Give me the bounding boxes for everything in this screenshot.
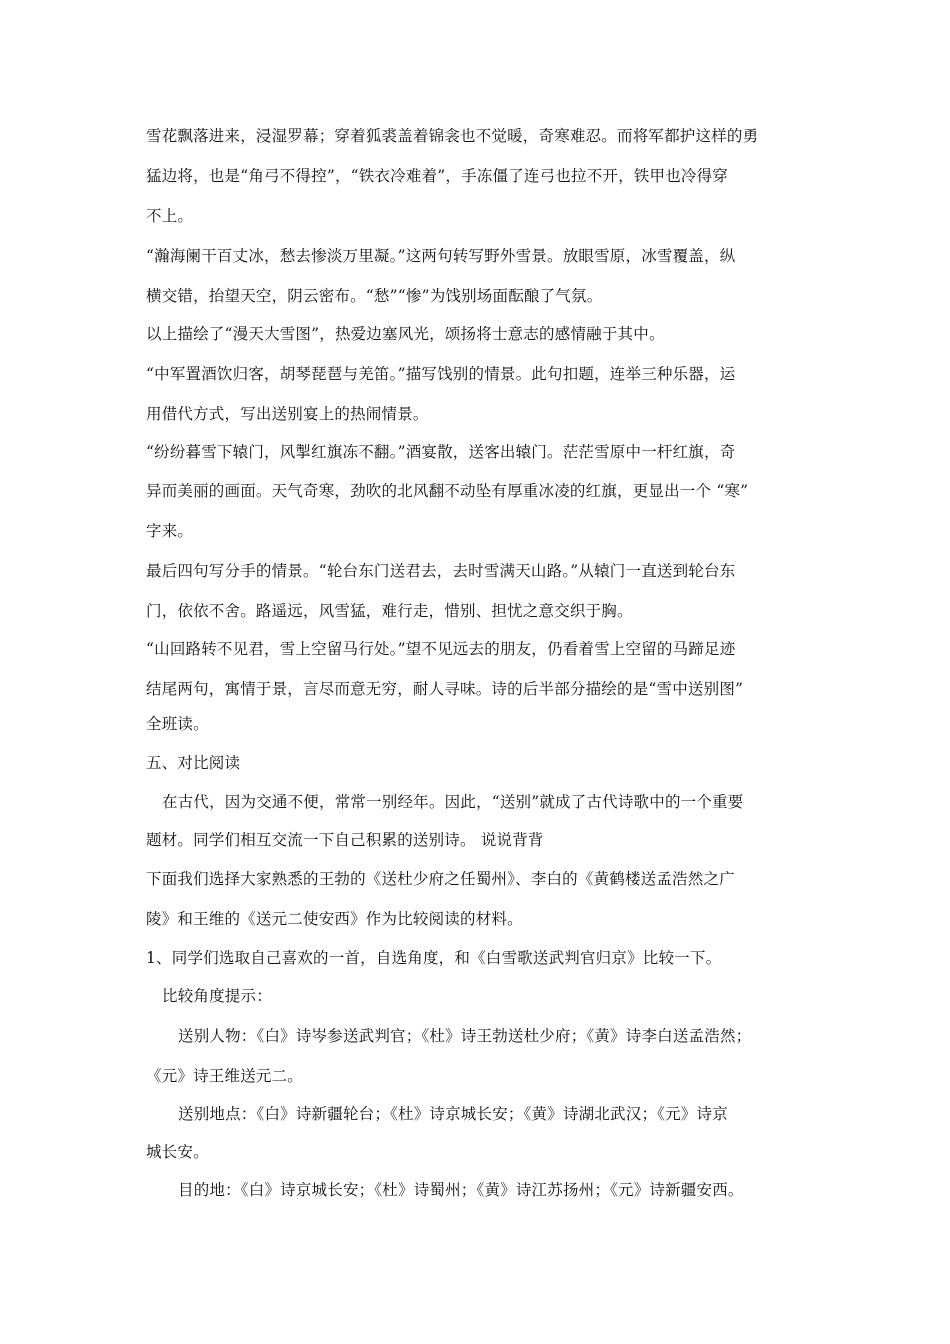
- text-line: 在古代，因为交通不便，常常一别经年。因此，“送别”就成了古代诗歌中的一个重要: [162, 793, 744, 811]
- text-line: 字来。: [146, 522, 194, 540]
- text-line: 猛边将，也是“角弓不得控”，“铁衣冷难着”，手冻僵了连弓也拉不开，铁甲也冷得穿: [146, 167, 728, 185]
- text-line: 1、同学们选取自己喜欢的一首，自选角度，和《白雪歌送武判官归京》比较一下。: [146, 949, 722, 967]
- section-heading: 五、对比阅读: [146, 754, 241, 772]
- text-line: “瀚海阑干百丈冰，愁去惨淡万里凝。”这两句转写野外雪景。放眼雪原，冰雪覆盖，纵: [146, 247, 736, 265]
- text-line: “中军置酒饮归客，胡琴琵琶与羌笛。”描写饯别的情景。此句扣题，连举三种乐器，运: [146, 365, 736, 383]
- text-line: 用借代方式，写出送别宴上的热闹情景。: [146, 405, 429, 423]
- text-line: 送别地点：《白》诗新疆轮台；《杜》诗京城长安；《黄》诗湖北武汉；《元》诗京: [178, 1105, 728, 1123]
- text-line: 以上描绘了“漫天大雪图”，热爱边塞风光，颂扬将士意志的感情融于其中。: [146, 325, 665, 343]
- text-line: 城长安。: [146, 1143, 209, 1161]
- text-line: “山回路转不见君，雪上空留马行处。”望不见远去的朋友，仍看着雪上空留的马蹄足迹: [146, 640, 736, 658]
- text-line: 不上。: [146, 207, 194, 225]
- text-line: 最后四句写分手的情景。“轮台东门送君去，去时雪满天山路。”从辕门一直送到轮台东: [146, 562, 736, 580]
- text-line: 题材。同学们相互交流一下自己积累的送别诗。 说说背背: [146, 831, 544, 849]
- text-line: “纷纷暮雪下辕门，风掣红旗冻不翻。”酒宴散，送客出辕门。茫茫雪原中一杆红旗，奇: [146, 443, 736, 461]
- text-line: 结尾两句，寓情于景，言尽而意无穷，耐人寻味。诗的后半部分描绘的是“雪中送别图”: [146, 680, 744, 698]
- text-line: 陵》和王维的《送元二使安西》作为比较阅读的材料。: [146, 910, 523, 928]
- text-line: 送别人物：《白》诗岑参送武判官；《杜》诗王勃送杜少府；《黄》诗李白送孟浩然；: [178, 1027, 752, 1045]
- text-line: 门，依依不舍。路遥远，风雪猛，难行走，惜别、担忧之意交织于胸。: [146, 602, 633, 620]
- text-line: 异而美丽的画面。天气奇寒，劲吹的北风翻不动坠有厚重冰凌的红旗，更显出一个 “寒”: [146, 482, 749, 500]
- text-line: 《元》诗王维送元二。: [146, 1067, 304, 1085]
- text-line: 目的地：《白》诗京城长安；《杜》诗蜀州；《黄》诗江苏扬州；《元》诗新疆安西。: [178, 1181, 744, 1199]
- text-line: 比较角度提示：: [162, 987, 272, 1005]
- text-line: 横交错，抬望天空，阴云密布。“愁”“惨”为饯别场面酝酿了气氛。: [146, 287, 603, 305]
- text-line: 全班读。: [146, 715, 209, 733]
- text-line: 雪花飘落进来，浸湿罗幕；穿着狐裘盖着锦衾也不觉暖，奇寒难忍。而将军都护这样的勇: [146, 127, 759, 145]
- text-line: 下面我们选择大家熟悉的王勃的《送杜少府之任蜀州》、李白的《黄鹤楼送孟浩然之广: [146, 870, 735, 888]
